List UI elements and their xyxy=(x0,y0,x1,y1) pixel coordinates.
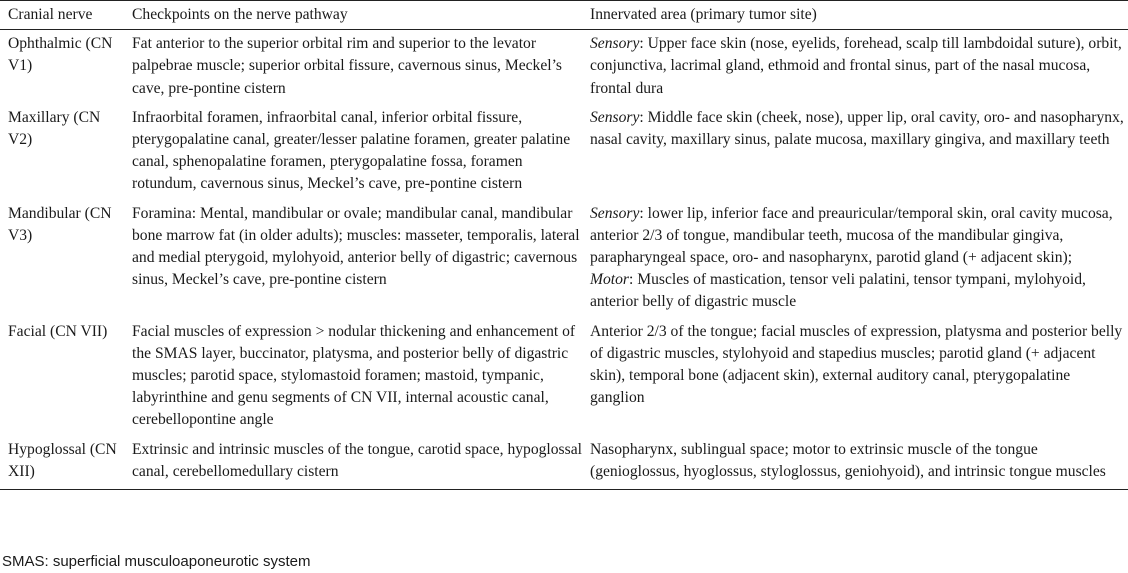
sensory-text: : Middle face skin (cheek, nose), upper lip, oral cavity, oro- and nasopharynx, nasal cavity, maxillary sinus, palate mucosa, maxillary gingiva, and maxillary teeth xyxy=(590,108,1124,149)
header-checkpoints: Checkpoints on the nerve pathway xyxy=(128,1,586,30)
table-row-maxillary xyxy=(0,104,1128,200)
cell-innervated xyxy=(586,104,1128,200)
sensory-text: : lower lip, inferior face and preauricular/temporal skin, oral cavity mucosa, anterior 2/3 of tongue, mandibular teeth, mucosa of the mandibular gingiva, parapharyngeal space, oro- and nasopharynx, parotid gland (+ adjacent skin); xyxy=(590,204,1113,267)
table-body xyxy=(0,30,1128,490)
header-cranial-nerve: Cranial nerve xyxy=(0,1,128,30)
cell-checkpoints: Facial muscles of expression > nodular thickening and enhancement of the SMAS layer, buccinator, platysma, and posterior belly of digastric muscles; parotid space, stylomastoid foramen; mastoid, tympanic, labyrinthine and genu segments of CN VII, internal acoustic canal, cerebellopontine angle xyxy=(132,322,576,429)
cell-innervated: Anterior 2/3 of the tongue; facial muscles of expression, platysma and posterior belly of digastric muscles, stylohyoid and stapedius muscles; parotid gland (+ adjacent skin), temporal bone (adjacent skin), external auditory canal, pterygopalatine ganglion xyxy=(590,322,1123,407)
cell-nerve: Facial (CN VII) xyxy=(8,322,108,340)
table-row-mandibular xyxy=(0,200,1128,318)
cell-checkpoints: Extrinsic and intrinsic muscles of the tongue, carotid space, hypoglossal canal, cerebellomedullary cistern xyxy=(128,436,586,490)
header-innervated-area: Innervated area (primary tumor site) xyxy=(586,1,1128,30)
sensory-text: : Upper face skin (nose, eyelids, forehead, scalp till lambdoidal suture), orbit, conjunctiva, lacrimal gland, ethmoid and frontal sinus, part of the nasal mucosa, frontal dura xyxy=(590,35,1122,97)
table-footnote: SMAS: superficial musculoaponeurotic system xyxy=(2,553,311,570)
table-header xyxy=(0,1,1128,30)
cell-checkpoints: Fat anterior to the superior orbital rim and superior to the levator palpebrae muscle; superior orbital fissure, cavernous sinus, Meckel’s cave, pre-pontine cistern xyxy=(132,35,563,97)
cell-nerve: Mandibular (CN V3) xyxy=(8,204,112,244)
cell-checkpoints: Infraorbital foramen, infraorbital canal, inferior orbital fissure, pterygopalatine canal, greater/lesser palatine foramen, greater palatine canal, sphenopalatine foramen, pterygopalatine fossa, foramen rotundum, cavernous sinus, Meckel’s cave, pre-pontine cistern xyxy=(132,108,571,193)
table-row-hypoglossal xyxy=(0,436,1128,490)
motor-line xyxy=(590,269,1124,313)
cell-checkpoints: Foramina: Mental, mandibular or ovale; mandibular canal, mandibular bone marrow fat (in older adults); muscles: masseter, temporalis, lateral and medial pterygoid, mylohyoid, anterior belly of digastric; cavernous sinus, Meckel’s cave, pre-pontine cistern xyxy=(132,204,580,289)
cell-nerve: Ophthalmic (CN V1) xyxy=(8,35,113,75)
table-row-facial xyxy=(0,318,1128,436)
sensory-label: Sensory xyxy=(590,35,640,53)
cell-nerve: Hypoglossal (CN XII) xyxy=(0,436,128,490)
cell-nerve: Maxillary (CN V2) xyxy=(8,108,101,149)
header-row xyxy=(0,1,1128,30)
motor-label: Motor xyxy=(590,271,629,289)
cell-innervated: Nasopharynx, sublingual space; motor to extrinsic muscle of the tongue (genioglossus, hyoglossus, styloglossus, geniohyoid), and intrinsic tongue muscles xyxy=(586,436,1128,490)
sensory-label: Sensory xyxy=(590,108,640,126)
table-row-ophthalmic xyxy=(0,30,1128,104)
cell-innervated xyxy=(586,200,1128,318)
sensory-label: Sensory xyxy=(590,204,640,222)
cell-innervated xyxy=(586,30,1128,104)
motor-text: : Muscles of mastication, tensor veli palatini, tensor tympani, mylohyoid, anterior belly of digastric muscle xyxy=(590,271,1086,311)
